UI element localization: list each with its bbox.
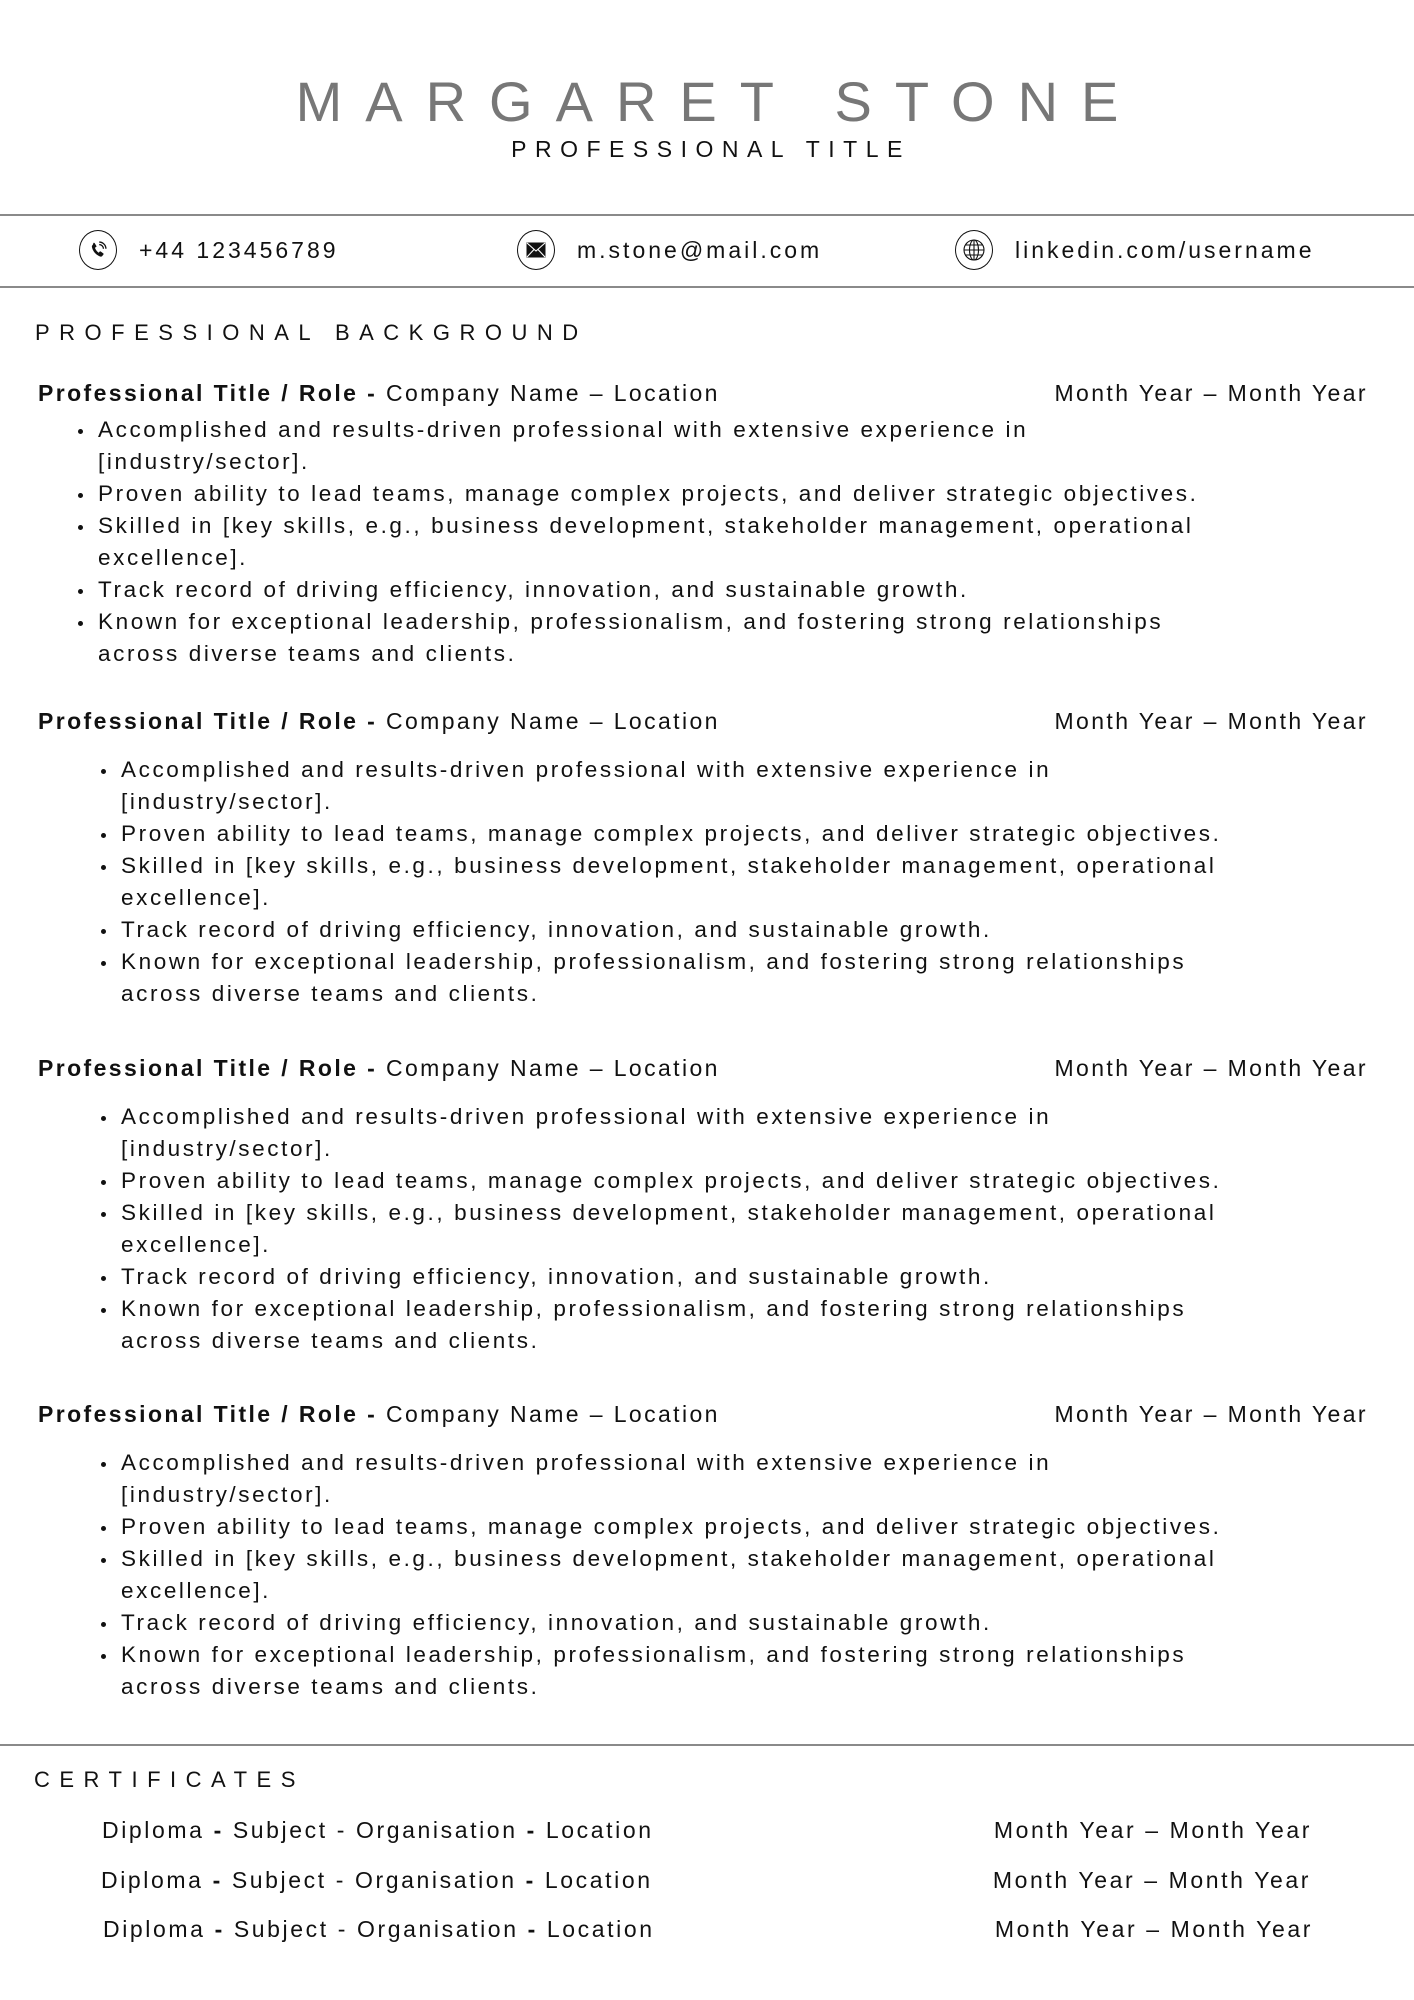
job-dates: Month Year – Month Year [1054,1055,1368,1081]
bullet-item: Track record of driving efficiency, innovation, and sustainable growth. [98,574,1199,606]
contact-bottom-divider [0,286,1414,288]
bullet-item: Proven ability to lead teams, manage complex projects, and deliver strategic objectives. [121,818,1222,850]
bullet-item: Skilled in [key skills, e.g., business development, stakeholder management, operational excellence]. [121,850,1222,914]
bullet-item: Known for exceptional leadership, professionalism, and fostering strong relationships across diverse teams and clients. [121,946,1222,1010]
bullet-item: Skilled in [key skills, e.g., business development, stakeholder management, operational excellence]. [121,1543,1222,1607]
bullet-item: Track record of driving efficiency, innovation, and sustainable growth. [121,1261,1222,1293]
job-bullets [121,1447,1222,1703]
certificate-dates: Month Year – Month Year [992,1867,1311,1893]
job-bullets [98,414,1199,670]
bullet-item: Skilled in [key skills, e.g., business development, stakeholder management, operational excellence]. [98,510,1199,574]
job-company: Company Name – Location [377,1055,720,1081]
bullet-item: Accomplished and results-driven professional with extensive experience in [industry/sector]. [121,1101,1222,1165]
candidate-name: MARGARET STONE [295,70,1142,133]
contact-phone [79,229,339,271]
email-address[interactable]: m.stone@mail.com [577,236,823,263]
job-dates: Month Year – Month Year [1054,380,1368,406]
bullet-item: Accomplished and results-driven professional with extensive experience in [industry/sector]. [121,1447,1222,1511]
envelope-icon [517,230,555,270]
job-role: Professional Title / Role - [38,708,378,734]
job-role: Professional Title / Role - [38,380,378,406]
job-company: Company Name – Location [377,708,720,734]
job-bullets [121,1101,1222,1357]
certificate-dates: Month Year – Month Year [994,1916,1313,1942]
contact-top-divider [0,214,1414,216]
bullet-item: Accomplished and results-driven professional with extensive experience in [industry/sector]. [98,414,1199,478]
professional-title: PROFESSIONAL TITLE [511,136,911,162]
bullet-item: Known for exceptional leadership, professionalism, and fostering strong relationships across diverse teams and clients. [121,1293,1222,1357]
bullet-item: Proven ability to lead teams, manage complex projects, and deliver strategic objectives. [98,478,1199,510]
bullet-item: Known for exceptional leadership, professionalism, and fostering strong relationships across diverse teams and clients. [98,606,1199,670]
phone-icon [79,230,117,270]
certificate-dates: Month Year – Month Year [993,1817,1312,1843]
certificate-entry: Diploma - Subject - Organisation - Location [101,1867,653,1893]
certificate-entry: Diploma - Subject - Organisation - Location [102,1817,654,1843]
certificates-divider [0,1744,1414,1746]
linkedin-url[interactable]: linkedin.com/username [1015,236,1315,263]
job-role: Professional Title / Role - [38,1401,378,1427]
bullet-item: Proven ability to lead teams, manage complex projects, and deliver strategic objectives. [121,1165,1222,1197]
bullet-item: Skilled in [key skills, e.g., business development, stakeholder management, operational excellence]. [121,1197,1222,1261]
job-header [38,1400,720,1428]
bullet-item: Proven ability to lead teams, manage complex projects, and deliver strategic objectives. [121,1511,1222,1543]
job-dates: Month Year – Month Year [1054,1401,1368,1427]
contact-linkedin [955,229,1315,271]
phone-number[interactable]: +44 123456789 [139,236,339,263]
job-bullets [121,754,1222,1010]
bullet-item: Accomplished and results-driven professional with extensive experience in [industry/sector]. [121,754,1222,818]
certificate-entry: Diploma - Subject - Organisation - Location [103,1916,655,1942]
job-company: Company Name – Location [377,380,720,406]
job-header [38,379,720,407]
contact-email [517,229,822,271]
bullet-item: Track record of driving efficiency, innovation, and sustainable growth. [121,914,1222,946]
job-company: Company Name – Location [377,1401,720,1427]
job-dates: Month Year – Month Year [1054,708,1368,734]
bullet-item: Known for exceptional leadership, professionalism, and fostering strong relationships across diverse teams and clients. [121,1639,1222,1703]
bullet-item: Track record of driving efficiency, innovation, and sustainable growth. [121,1607,1222,1639]
section-heading-background: PROFESSIONAL BACKGROUND [35,320,588,345]
job-role: Professional Title / Role - [38,1055,378,1081]
section-heading-certificates: CERTIFICATES [34,1767,305,1792]
job-header [38,1054,720,1082]
job-header [38,707,720,735]
globe-icon [955,230,993,270]
